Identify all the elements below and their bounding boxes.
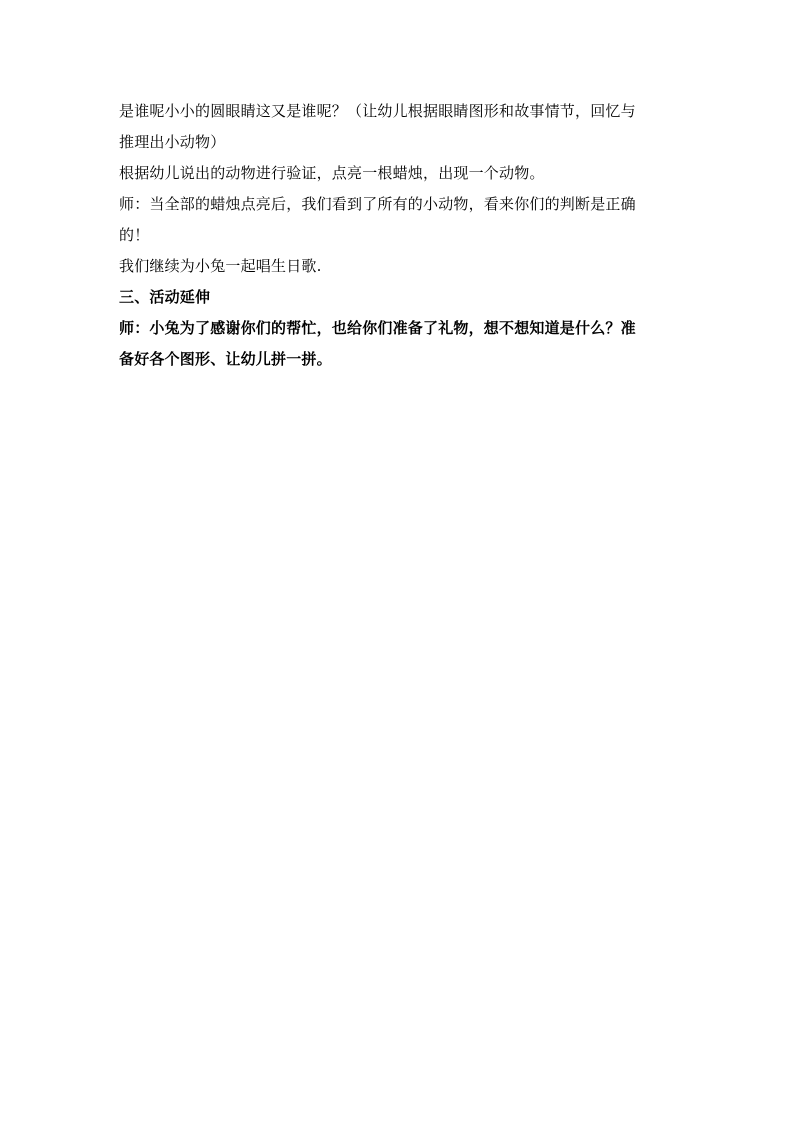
paragraph-line-1: 是谁呢小小的圆眼睛这又是谁呢？（让幼儿根据眼睛图形和故事情节，回忆与 [119,102,636,120]
paragraph-line-2: 推理出小动物） [119,133,226,151]
paragraph-line-8: 师：小兔为了感谢你们的帮忙，也给你们准备了礼物，想不想知道是什么？准 [119,319,636,337]
document-body [119,96,679,375]
paragraph-line-6: 我们继续为小兔一起唱生日歌. [119,257,322,275]
paragraph-line-3: 根据幼儿说出的动物进行验证，点亮一根蜡烛，出现一个动物。 [119,164,545,182]
paragraph-line-5: 的！ [119,226,150,244]
paragraph-line-4: 师：当全部的蜡烛点亮后，我们看到了所有的小动物，看来你们的判断是正确 [119,195,636,213]
paragraph-line-9: 备好各个图形、让幼儿拼一拼。 [119,350,332,368]
section-heading: 三、活动延伸 [119,288,211,306]
